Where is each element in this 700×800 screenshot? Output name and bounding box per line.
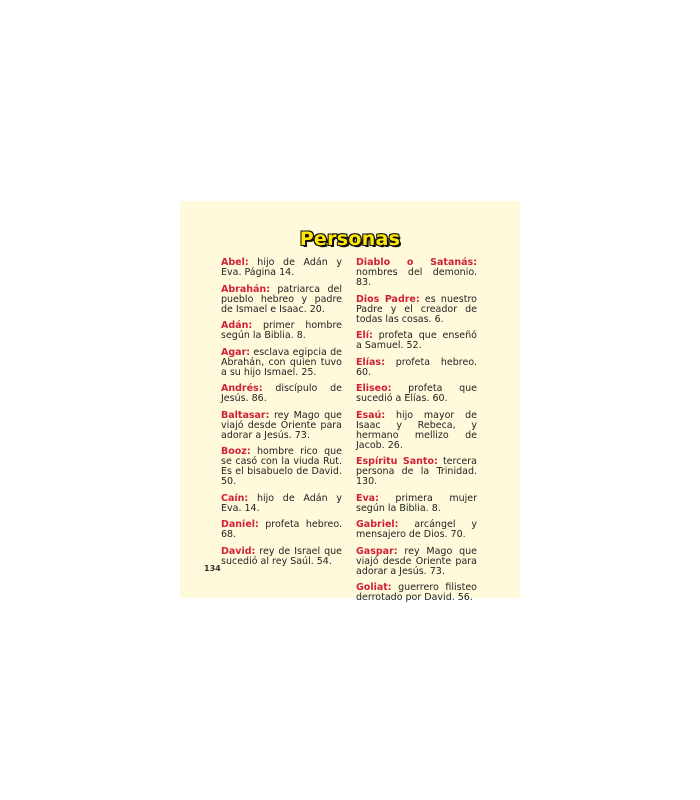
glossary-entry bbox=[221, 285, 342, 315]
entry-term: Espíritu Santo: bbox=[356, 456, 438, 467]
glossary-entry bbox=[221, 348, 342, 378]
glossary-entry bbox=[221, 384, 342, 404]
entry-text: profeta hebreo. 68. bbox=[221, 519, 342, 540]
entry-term: Gabriel: bbox=[356, 519, 399, 530]
glossary-entry bbox=[356, 384, 477, 404]
page-title: Personas bbox=[299, 228, 401, 250]
entry-term: Dios Padre: bbox=[356, 293, 420, 305]
entry-term: Caín: bbox=[221, 492, 249, 504]
entry-text: rey Mago que viajó desde Oriente para adorar a Jesús. 73. bbox=[356, 545, 477, 577]
entry-term: Diablo o Satanás: bbox=[356, 257, 477, 268]
entry-text: primera mujer según la Biblia. 8. bbox=[356, 492, 477, 514]
glossary-entry bbox=[356, 494, 477, 514]
glossary-entry bbox=[221, 547, 342, 567]
entry-term: Gaspar: bbox=[356, 545, 398, 557]
entry-text: hijo de Adán y Eva. 14. bbox=[221, 492, 342, 514]
glossary-entry bbox=[356, 358, 477, 378]
entry-term: Abrahán: bbox=[221, 283, 270, 295]
glossary-entry bbox=[356, 457, 477, 487]
right-column bbox=[356, 258, 477, 610]
entry-term: Goliat: bbox=[356, 582, 392, 593]
entry-text: es nuestro Padre y el creador de todas las cosas. 6. bbox=[356, 293, 477, 325]
entry-term: Eliseo: bbox=[356, 383, 392, 394]
glossary-entry bbox=[221, 494, 342, 514]
entry-term: Andrés: bbox=[221, 383, 263, 394]
entry-term: Elí: bbox=[356, 330, 373, 341]
glossary-entry bbox=[221, 520, 342, 540]
entry-term: Esaú: bbox=[356, 409, 386, 421]
entry-term: Elías: bbox=[356, 356, 385, 368]
glossary-entry bbox=[356, 331, 477, 351]
entry-text: esclava egipcia de Abrahán, con quien tuvo a su hijo Ismael. 25. bbox=[221, 346, 342, 378]
entry-text: profeta que enseñó a Samuel. 52. bbox=[356, 330, 477, 351]
glossary-entry bbox=[356, 583, 477, 603]
entry-text: rey Mago que viajó desde Oriente para adorar a Jesús. 73. bbox=[221, 409, 342, 441]
entry-text: guerrero filisteo derrotado por David. 56. bbox=[356, 582, 477, 603]
entry-term: David: bbox=[221, 545, 256, 557]
glossary-entry bbox=[356, 411, 477, 451]
glossary-entry bbox=[356, 258, 477, 288]
page-number: 134 bbox=[204, 564, 221, 573]
entry-term: Eva: bbox=[356, 492, 379, 504]
glossary-entry bbox=[221, 447, 342, 487]
left-column bbox=[221, 258, 342, 573]
entry-term: Agar: bbox=[221, 346, 251, 358]
entry-text: nombres del demonio. 83. bbox=[356, 267, 477, 288]
entry-text: patriarca del pueblo hebreo y padre de Ismael e Isaac. 20. bbox=[221, 283, 342, 315]
entry-text: rey de Israel que sucedió al rey Saúl. 54. bbox=[221, 545, 342, 567]
entry-text: profeta que sucedió a Elías. 60. bbox=[356, 383, 477, 404]
entry-term: Abel: bbox=[221, 257, 249, 268]
entry-term: Baltasar: bbox=[221, 409, 270, 421]
entry-text: arcángel y mensajero de Dios. 70. bbox=[356, 519, 477, 540]
entry-term: Daniel: bbox=[221, 519, 259, 530]
book-page bbox=[180, 201, 520, 603]
entry-text: hijo mayor de Isaac y Rebeca, y hermano mellizo de Jacob. 26. bbox=[356, 409, 477, 451]
entry-text: primer hombre según la Biblia. 8. bbox=[221, 320, 342, 341]
glossary-entry bbox=[356, 295, 477, 325]
glossary-entry bbox=[356, 547, 477, 577]
entry-text: tercera persona de la Trinidad. 130. bbox=[356, 456, 477, 487]
glossary-entry bbox=[356, 520, 477, 540]
glossary-entry bbox=[221, 411, 342, 441]
entry-text: hijo de Adán y Eva. Página 14. bbox=[221, 257, 342, 278]
entry-text: hombre rico que se casó con la viuda Rut. Es el bisabuelo de David. 50. bbox=[221, 446, 342, 487]
glossary-entry bbox=[221, 321, 342, 341]
entry-term: Booz: bbox=[221, 446, 251, 457]
entry-text: profeta hebreo. 60. bbox=[356, 356, 477, 378]
glossary-entry bbox=[221, 258, 342, 278]
entry-text: discípulo de Jesús. 86. bbox=[221, 383, 342, 404]
entry-term: Adán: bbox=[221, 320, 253, 331]
